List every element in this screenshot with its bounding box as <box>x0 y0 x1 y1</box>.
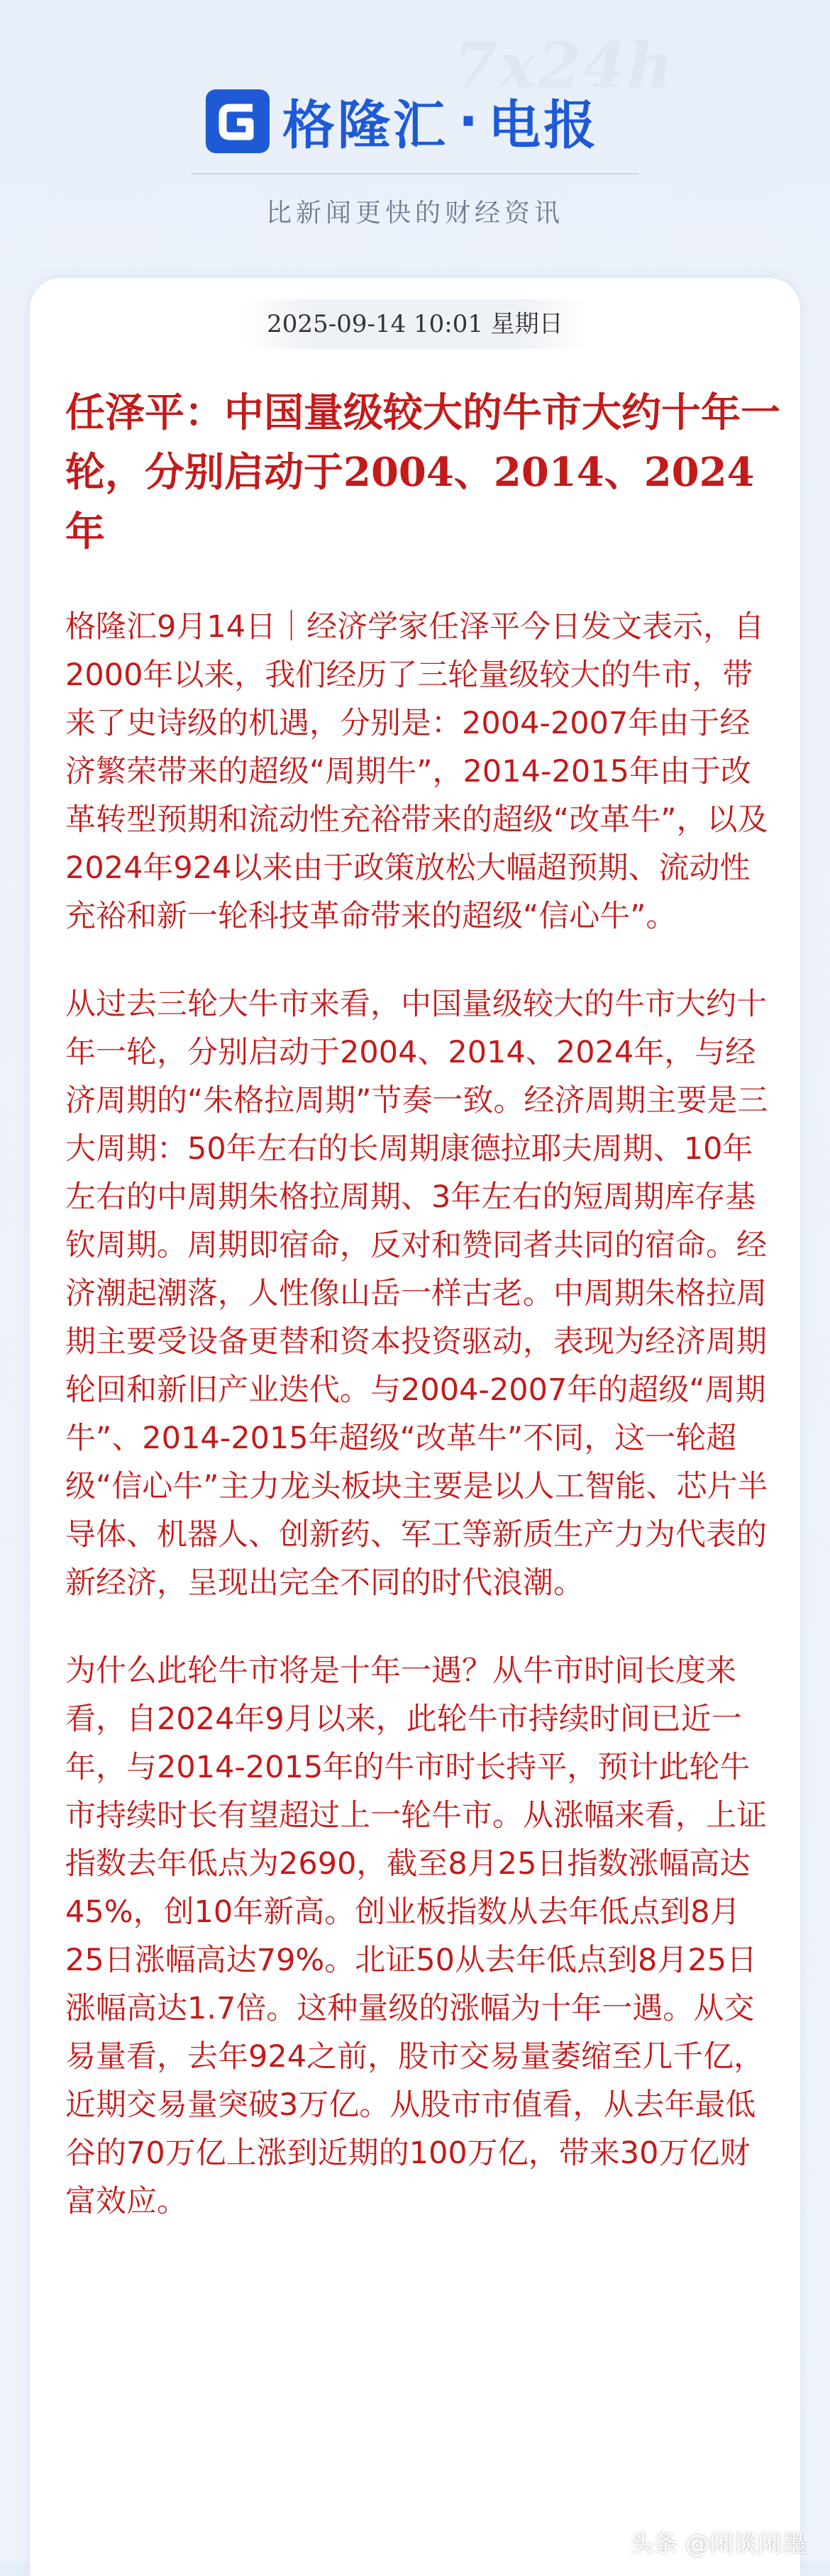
watermark-7x24h: 7x24h <box>454 28 675 102</box>
brand-separator: · <box>458 91 479 152</box>
source-watermark: 头条 @闲谈闲墨 <box>629 2530 806 2558</box>
article-card <box>30 278 800 2576</box>
brand-logo <box>206 84 599 159</box>
article-paragraph: 从过去三轮大牛市来看，中国量级较大的牛市大约十年一轮，分别启动于2004、2014、2024年，与经济周期的“朱格拉周期”节奏一致。经济周期主要是三大周期：50年左右的长周期康德拉耶夫周期、10年左右的中周期朱格拉周期、3年左右的短周期库存基钦周期。周期即宿命，反对和赞同者共同的宿命。经济潮起潮落，人性像山岳一样古老。中周期朱格拉周期主要受设备更替和资本投资驱动，表现为经济周期轮回和新旧产业迭代。与2004-2007年的超级“周期牛”、2014-2015年超级“改革牛”不同，这一轮超级“信心牛”主力龙头板块主要是以人工智能、芯片半导体、机器人、创新药、军工等新质生产力为代表的新经济，呈现出完全不同的时代浪潮。 <box>65 987 768 1601</box>
article-datetime: 2025-09-14 10:01 星期日 <box>243 299 587 349</box>
article-paragraph: 格隆汇9月14日｜经济学家任泽平今日发文表示，自2000年以来，我们经历了三轮量级较大的牛市，带来了史诗级的机遇，分别是：2004-2007年由于经济繁荣带来的超级“周期牛”，2014-2015年由于改革转型预期和流动性充裕带来的超级“改革牛”，以及2024年924以来由于政策放松大幅超预期、流动性充裕和新一轮科技革命带来的超级“信心牛”。 <box>65 609 768 934</box>
article-title: 任泽平：中国量级较大的牛市大约十年一轮，分别启动于2004、2014、2024年 <box>65 389 780 555</box>
brand-name: 格隆汇 <box>282 95 448 156</box>
header <box>0 0 830 270</box>
article-body <box>65 603 775 2265</box>
article-paragraph: 为什么此轮牛市将是十年一遇？从牛市时间长度来看，自2024年9月以来，此轮牛市持续时间已近一年，与2014-2015年的牛市时长持平，预计此轮牛市持续时长有望超过上一轮牛市。从涨幅来看，上证指数去年低点为2690，截至8月25日指数涨幅高达45%，创10年新高。创业板指数从去年低点到8月25日涨幅高达79%。北证50从去年低点到8月25日涨幅高达1.7倍。这种量级的涨幅为十年一遇。从交易量看，去年924之前，股市交易量萎缩至几千亿，近期交易量突破3万亿。从股市市值看，从去年最低谷的70万亿上涨到近期的100万亿，带来30万亿财富效应。 <box>65 1653 767 2219</box>
gelonghui-logo-icon <box>206 89 270 153</box>
brand-subtitle: 电报 <box>488 95 599 156</box>
divider <box>192 173 638 174</box>
slogan: 比新闻更快的财经资讯 <box>265 199 564 228</box>
